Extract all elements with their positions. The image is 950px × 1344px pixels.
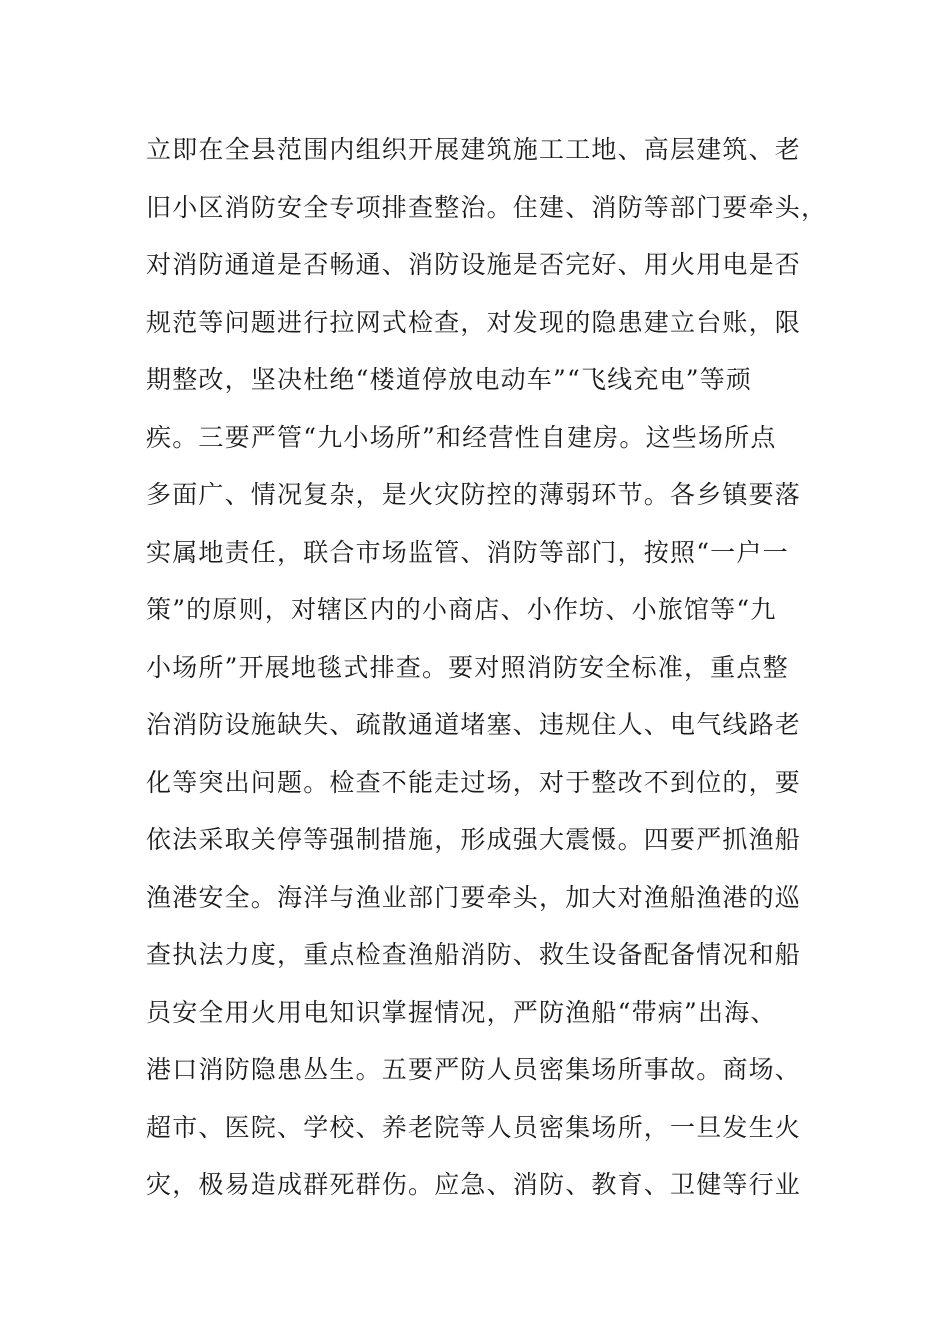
text-line: 依法采取关停等强制措施，形成强大震慑。四要严抓渔船 xyxy=(146,825,802,854)
text-line: 灾，极易造成群死群伤。应急、消防、教育、卫健等行业 xyxy=(146,1170,802,1199)
text-line: 员安全用火用电知识掌握情况，严防渔船“带病”出海、 xyxy=(146,997,777,1027)
text-line: 超市、医院、学校、养老院等人员密集场所，一旦发生火 xyxy=(146,1112,802,1142)
text-line: 港口消防隐患丛生。五要严防人员密集场所事故。商场、 xyxy=(146,1055,802,1084)
text-line: 多面广、情况复杂，是火灾防控的薄弱环节。各乡镇要落 xyxy=(146,480,802,509)
text-line: 小场所”开展地毯式排查。要对照消防安全标准，重点整 xyxy=(146,652,789,682)
text-line: 期整改，坚决杜绝“楼道停放电动车”“飞线充电”等顽 xyxy=(146,365,753,394)
text-line: 渔港安全。海洋与渔业部门要牵头，加大对渔船渔港的巡 xyxy=(146,882,802,912)
text-line: 化等突出问题。检查不能走过场，对于整改不到位的，要 xyxy=(146,767,802,797)
body-paragraph xyxy=(146,121,828,1214)
text-line: 实属地责任，联合市场监管、消防等部门，按照“一户一 xyxy=(146,537,789,567)
text-line: 治消防设施缺失、疏散通道堵塞、违规住人、电气线路老 xyxy=(146,710,802,739)
text-line: 查执法力度，重点检查渔船消防、救生设备配备情况和船 xyxy=(146,940,802,969)
text-line: 立即在全县范围内组织开展建筑施工工地、高层建筑、老 xyxy=(146,135,802,164)
text-line: 疾。三要严管“九小场所”和经营性自建房。这些场所点 xyxy=(146,422,777,452)
text-line: 旧小区消防安全专项排查整治。住建、消防等部门要牵头， xyxy=(146,192,828,222)
text-line: 规范等问题进行拉网式检查，对发现的隐患建立台账，限 xyxy=(146,307,802,337)
text-line: 对消防通道是否畅通、消防设施是否完好、用火用电是否 xyxy=(146,250,802,279)
text-line: 策”的原则，对辖区内的小商店、小作坊、小旅馆等“九 xyxy=(146,595,777,624)
